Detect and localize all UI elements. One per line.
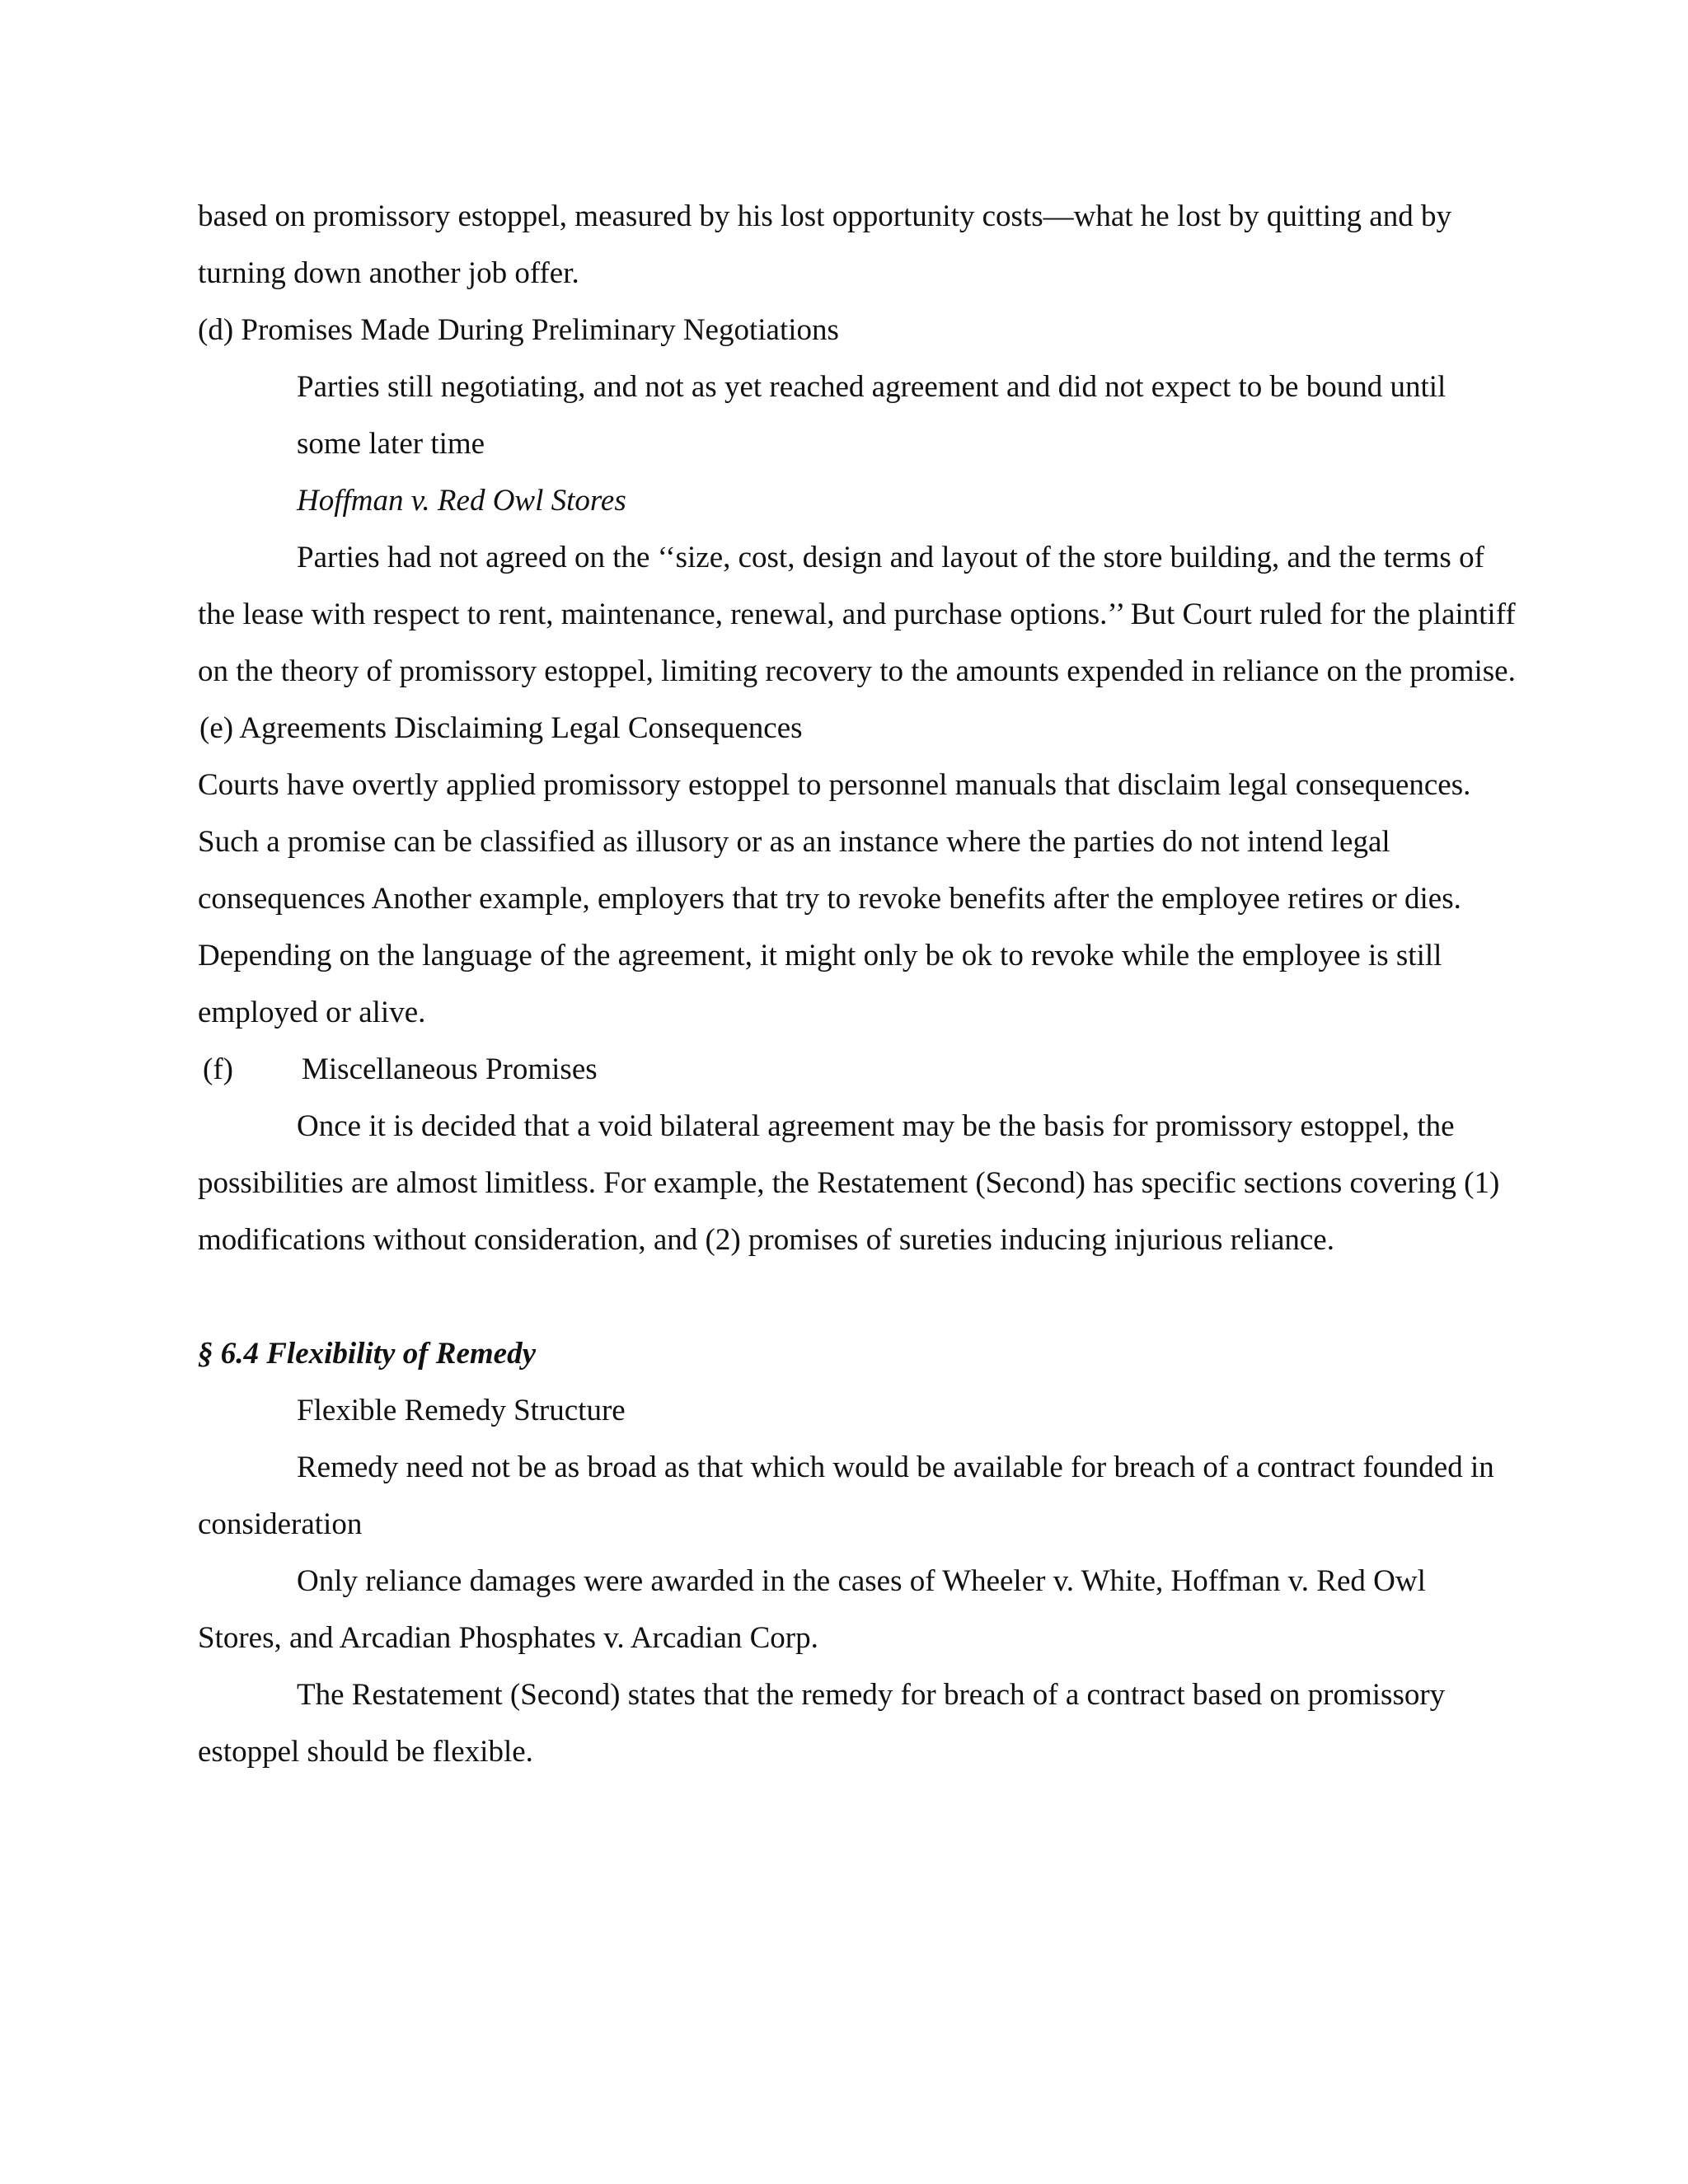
section-spacer bbox=[198, 1268, 1517, 1325]
paragraph-f: Once it is decided that a void bilateral agreement may be the basis for promissory estoppel, the possibilities are almost limitless. For example, the Restatement (Second) has specific sections covering (1) modifications without consideration, and (2) promises of sureties inducing injurious reliance. bbox=[198, 1109, 1500, 1257]
paragraph-e: Courts have overtly applied promissory estoppel to personnel manuals that disclaim legal consequences. Such a promise can be classified as illusory or as an instance where the parties do not intend legal consequences Another example, employers that try to revoke benefits after the employee retires or dies. Depending on the language of the agreement, it might only be ok to revoke while the employee is still employed or alive. bbox=[198, 768, 1471, 1029]
heading-d: (d) Promises Made During Preliminary Negotiations bbox=[198, 313, 839, 347]
case-name-hoffman: Hoffman v. Red Owl Stores bbox=[297, 484, 626, 518]
section-heading: § 6.4 Flexibility of Remedy bbox=[198, 1337, 536, 1371]
paragraph-d: Parties still negotiating, and not as yet reached agreement and did not expect to be bound until some later time bbox=[297, 370, 1447, 461]
document-body bbox=[198, 188, 1517, 1780]
subheading-remedy: Flexible Remedy Structure bbox=[297, 1394, 626, 1427]
heading-f-title: Miscellaneous Promises bbox=[302, 1052, 598, 1086]
paragraph-remedy-3: The Restatement (Second) states that the remedy for breach of a contract based on promissory estoppel should be flexible. bbox=[198, 1678, 1446, 1769]
heading-f bbox=[198, 1041, 1517, 1098]
paragraph-hoffman: Parties had not agreed on the ‘‘size, cost, design and layout of the store building, and the terms of the lease with respect to rent, maintenance, renewal, and purchase options.’’ But Court ruled for the plaintiff on the theory of promissory estoppel, limiting recovery to the amounts expended in reliance on the promise. bbox=[198, 541, 1516, 688]
heading-e: (e) Agreements Disclaiming Legal Consequences bbox=[199, 711, 803, 745]
paragraph-remedy-2: Only reliance damages were awarded in the cases of Wheeler v. White, Hoffman v. Red Owl Stores, and Arcadian Phosphates v. Arcadian Corp. bbox=[198, 1564, 1426, 1655]
paragraph-continued: based on promissory estoppel, measured by his lost opportunity costs—what he lost by quitting and by turning down another job offer. bbox=[198, 199, 1451, 290]
heading-f-label: (f) bbox=[203, 1052, 233, 1086]
paragraph-remedy-1: Remedy need not be as broad as that which would be available for breach of a contract founded in consideration bbox=[198, 1451, 1494, 1541]
